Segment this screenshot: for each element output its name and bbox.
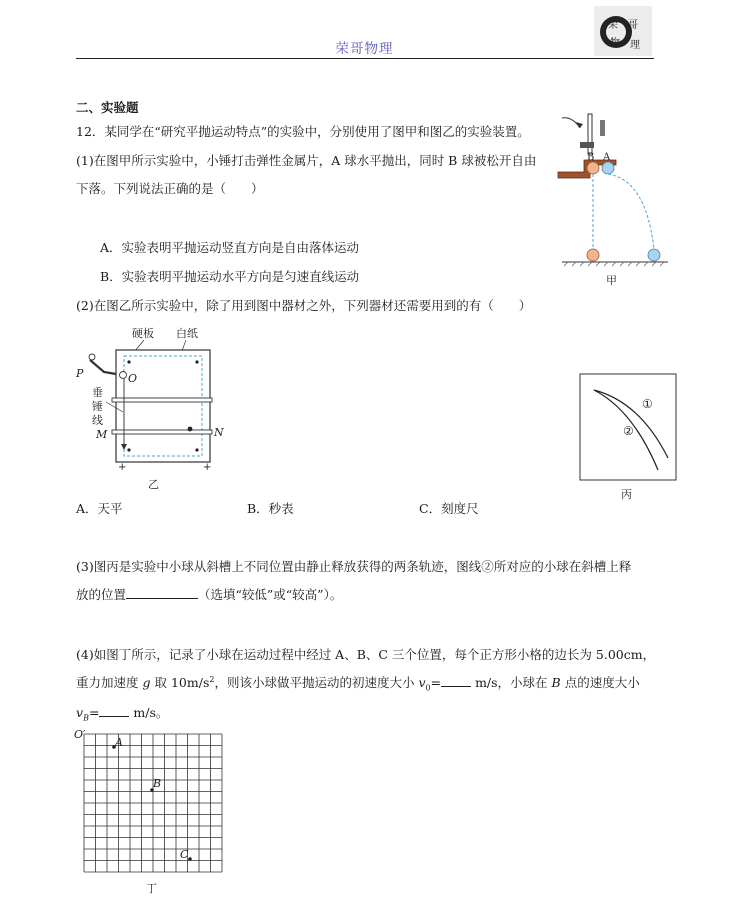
chute	[90, 360, 116, 374]
part3-line2	[76, 585, 342, 603]
logo-char-3: 物	[610, 38, 620, 49]
label-paper: 白纸	[176, 327, 198, 340]
ball-b-bottom	[587, 249, 599, 261]
part4-vB-symbol: v	[76, 705, 84, 720]
trajectory-a	[608, 174, 654, 249]
foot-right: +	[203, 462, 212, 473]
logo-char-2: 哥	[628, 20, 638, 31]
label-b: B	[587, 152, 595, 163]
caption-jia: 甲	[606, 274, 617, 287]
foot-left: +	[118, 462, 127, 473]
part4-v0-subscript: 0	[425, 683, 431, 693]
part1-option-a: A．实验表明平抛运动竖直方向是自由落体运动	[100, 240, 360, 255]
part4-text-b: 取 10m/s	[154, 675, 210, 690]
caption-yi: 乙	[148, 478, 159, 491]
part4-vB-subscript: B	[83, 713, 89, 723]
bar-lower	[112, 430, 212, 434]
part4-text-d: 点的速度大小	[564, 675, 640, 690]
part2-option-c: C．刻度尺	[419, 501, 479, 516]
section-title: 二、实验题	[76, 100, 139, 115]
hard-board	[116, 350, 210, 462]
logo-char-1: 荣	[608, 20, 618, 31]
part4-line1: (4)如图丁所示，记录了小球在运动过程中经过 A、B、C 三个位置，每个正方形小格的边长为 5.00cm，	[76, 647, 656, 662]
point-o-ball	[120, 372, 127, 379]
support-clip	[600, 120, 605, 136]
hammer-arrow-head	[576, 122, 583, 128]
label-a: A	[603, 152, 611, 163]
label-line-3: 线	[92, 414, 103, 427]
label-point-a: A	[115, 736, 123, 749]
label-n: N	[214, 426, 224, 439]
part4-vB-answer-blank[interactable]	[99, 704, 129, 717]
question-stem: 12．某同学在“研究平抛运动特点”的实验中，分别使用了图甲和图乙的实验装置。	[76, 124, 530, 139]
part2-text: (2)在图乙所示实验中，除了用到图中器材之外，下列器材还需要用到的有（ ）	[76, 298, 532, 313]
part4-v0-eq: =	[430, 675, 442, 690]
label-m: M	[96, 428, 108, 441]
pin-4	[195, 448, 198, 451]
label-line-2: 锤	[92, 400, 103, 413]
caption-ding: 丁	[146, 882, 157, 895]
part4-superscript: 2	[209, 674, 215, 684]
part4-B-symbol: B	[551, 675, 561, 690]
square-grid	[84, 734, 222, 872]
part4-text-a: 重力加速度	[76, 675, 139, 690]
hammer-head	[580, 142, 594, 148]
part4-unit2: m/s。	[133, 705, 169, 720]
label-point-c: C	[180, 848, 189, 861]
point-c	[188, 857, 192, 861]
figure-bing	[578, 372, 678, 506]
part4-g-symbol: g	[142, 675, 151, 690]
logo-char-4: 理	[630, 40, 640, 51]
label-curve-2: ②	[623, 424, 634, 438]
part2-option-b: B．秒表	[247, 501, 294, 516]
part4-vB-eq: =	[88, 705, 100, 720]
header-divider	[76, 58, 654, 59]
chute-ball	[89, 354, 95, 360]
pin-1	[127, 360, 130, 363]
pin-2	[195, 360, 198, 363]
caption-bing: 丙	[621, 488, 632, 501]
part3-answer-blank[interactable]	[126, 586, 198, 599]
ground-hatch	[564, 262, 664, 266]
part1-line1: (1)在图甲所示实验中，小锤打击弹性金属片，A 球水平抛出，同时 B 球被松开自由	[76, 153, 537, 168]
label-line-1: 垂	[92, 386, 103, 399]
part4-unit1: m/s，小球在	[475, 675, 548, 690]
bar-ball	[188, 427, 193, 432]
figure-ding	[74, 724, 226, 900]
part4-text-c: ，则该小球做平抛运动的初速度大小	[214, 675, 415, 690]
ball-a-bottom	[648, 249, 660, 261]
label-curve-1: ①	[642, 397, 653, 411]
logo	[594, 6, 652, 56]
part2-option-a: A．天平	[76, 501, 123, 516]
ball-b-top	[587, 162, 599, 174]
figure-jia	[556, 110, 676, 290]
header-title: 荣哥物理	[335, 41, 394, 57]
figure-yi	[76, 322, 226, 494]
label-o: O	[128, 372, 138, 385]
part1-line2: 下落。下列说法正确的是（ ）	[76, 181, 264, 196]
label-origin: O′	[74, 728, 86, 741]
label-board: 硬板	[132, 327, 154, 340]
bar-upper	[112, 398, 212, 402]
part4-v0-answer-blank[interactable]	[441, 674, 471, 687]
part3-text-a: 放的位置	[76, 587, 127, 602]
part4-v0-symbol: v	[418, 675, 426, 690]
part3-text-b: （选填“较低”或“较高”）。	[198, 587, 343, 602]
part4-line2	[76, 673, 640, 693]
part1-option-b: B．实验表明平抛运动水平方向是匀速直线运动	[100, 269, 360, 284]
label-point-b: B	[153, 777, 162, 790]
logo-image	[594, 6, 652, 56]
pin-3	[127, 448, 130, 451]
ball-a-top	[602, 162, 614, 174]
label-p: P	[76, 367, 84, 380]
part4-line3	[76, 703, 168, 723]
part3-line1: (3)图丙是实验中小球从斜槽上不同位置由静止释放获得的两条轨迹，图线②所对应的小球在斜槽上释	[76, 559, 632, 574]
